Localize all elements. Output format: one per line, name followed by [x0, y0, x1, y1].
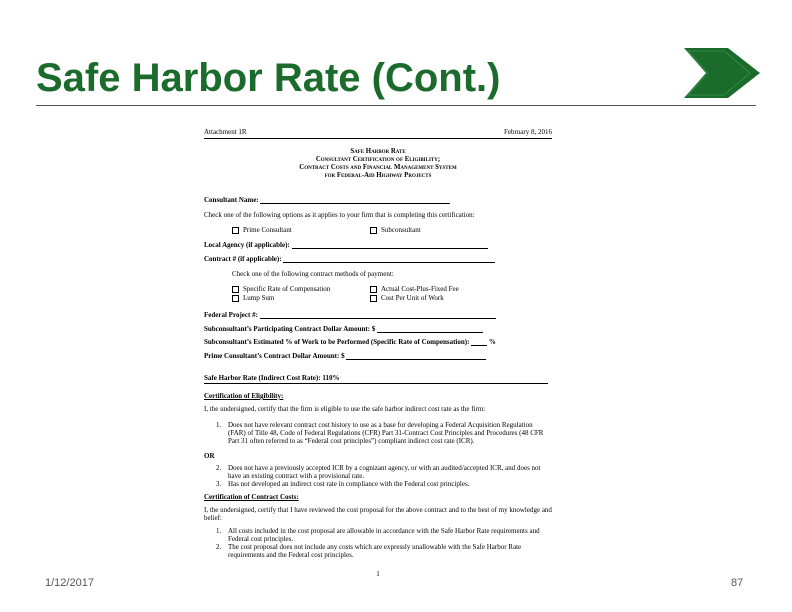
prime-dollar-label: Prime Consultant’s Contract Dollar Amount: $	[204, 352, 345, 360]
document-header	[204, 128, 552, 139]
contract-number-label: Contract # (if applicable):	[204, 255, 282, 263]
federal-project-label: Federal Project #:	[204, 311, 258, 319]
consultant-name-label: Consultant Name:	[204, 196, 259, 204]
contract-number-row	[204, 255, 495, 263]
document-title-line: for Federal-Aid Highway Projects	[324, 172, 432, 180]
contract-costs-heading: Certification of Contract Costs:	[204, 493, 299, 501]
item-text: All costs included in the cost proposal are allowable in accordance with the Safe Harbor Rate requirements and Federal cost principles.	[228, 527, 540, 544]
item-text: Has not developed an indirect cost rate in compliance with the Federal cost principles.	[228, 480, 470, 488]
item-text: The cost proposal does not include any costs which are expressly unallowable with the Safe Harbor Rate requirements and the Federal cost principles.	[228, 543, 522, 560]
payment-option-label: Cost Per Unit of Work	[381, 294, 444, 302]
payment-option-label: Actual Cost-Plus-Fixed Fee	[381, 285, 459, 293]
contract-costs-intro: I, the undersigned, certify that I have reviewed the cost proposal for the above contract and to the best of my knowledge and belief:	[204, 506, 552, 523]
prime-consultant-checkbox[interactable]	[232, 227, 239, 234]
check-options-label: Check one of the following options as it applies to your firm that is completing this certification:	[204, 211, 475, 219]
section-divider	[204, 383, 548, 384]
local-agency-row	[204, 241, 488, 249]
subconsultant-label: Subconsultant	[381, 226, 421, 234]
payment-checkbox[interactable]	[370, 286, 377, 293]
item-text: Does not have a previously accepted ICR by a cognizant agency, or with an audited/accepted ICR, and does not have an existing contract with a provisional rate.	[228, 464, 541, 481]
attachment-document	[198, 124, 558, 584]
sub-percent-label: Subconsultant’s Estimated % of Work to be Performed (Specific Rate of Compensation):	[204, 338, 470, 346]
title-divider	[36, 105, 756, 106]
item-number: 2.	[216, 543, 222, 551]
payment-option[interactable]	[370, 294, 444, 302]
attachment-label: Attachment 1R	[204, 128, 247, 136]
federal-project-row	[204, 311, 496, 319]
or-label: OR	[204, 452, 215, 460]
contract-number-field[interactable]	[283, 262, 495, 263]
sub-percent-row	[204, 338, 496, 346]
eligibility-intro: I, the undersigned, certify that the firm is eligible to use the safe harbor indirect cost rate as the firm:	[204, 405, 486, 413]
payment-checkbox[interactable]	[232, 295, 239, 302]
sub-dollar-label: Subconsultant’s Participating Contract Dollar Amount: $	[204, 325, 376, 333]
sub-dollar-row	[204, 325, 483, 333]
consultant-name-field[interactable]	[260, 203, 450, 204]
slide-date: 1/12/2017	[45, 577, 94, 589]
document-title-line: Consultant Certification of Eligibility;	[315, 156, 441, 164]
subconsultant-option[interactable]	[370, 226, 421, 234]
sub-percent-field[interactable]	[471, 345, 487, 346]
document-title	[198, 148, 558, 181]
item-number: 1.	[216, 527, 222, 535]
item-number: 2.	[216, 464, 222, 472]
local-agency-label: Local Agency (if applicable):	[204, 241, 290, 249]
item-number: 1.	[216, 421, 222, 429]
green-chevron-icon	[684, 48, 760, 98]
payment-option[interactable]	[232, 285, 330, 293]
prime-consultant-option[interactable]	[232, 226, 292, 234]
safe-harbor-rate-label: Safe Harbor Rate (Indirect Cost Rate): 110%	[204, 374, 340, 382]
slide-page-number: 87	[731, 577, 744, 589]
document-page-number: 1	[376, 570, 380, 578]
payment-option[interactable]	[370, 285, 459, 293]
subconsultant-checkbox[interactable]	[370, 227, 377, 234]
item-text: Does not have relevant contract cost history to use as a base for developing a Federal Acquisition Regulation (FAR) of Title 48, Code of Federal Regulations (CFR) Part 31-Contract Cost Principles and Procedures (48 CFR Part 31 often referred to as “Federal cost principles”) compliant indirect cost rate (ICR).	[228, 421, 544, 446]
local-agency-field[interactable]	[292, 248, 488, 249]
document-title-line: Contract Costs and Financial Management System	[299, 164, 457, 172]
prime-consultant-label: Prime Consultant	[243, 226, 292, 234]
payment-methods-label: Check one of the following contract methods of payment:	[232, 270, 394, 278]
prime-dollar-field[interactable]	[346, 359, 486, 360]
percent-sign: %	[488, 338, 496, 346]
payment-checkbox[interactable]	[370, 295, 377, 302]
document-title-line: Safe Harbor Rate	[350, 148, 406, 155]
sub-dollar-field[interactable]	[377, 332, 483, 333]
consultant-name-row	[204, 196, 450, 204]
federal-project-field[interactable]	[260, 318, 496, 319]
payment-option-label: Lump Sum	[243, 294, 275, 302]
prime-dollar-row	[204, 352, 486, 360]
slide-title: Safe Harbor Rate (Cont.)	[36, 56, 501, 100]
item-number: 3.	[216, 480, 222, 488]
eligibility-heading: Certification of Eligibility:	[204, 392, 284, 400]
document-date: February 8, 2016	[503, 128, 552, 136]
payment-option-label: Specific Rate of Compensation	[243, 285, 331, 293]
payment-option[interactable]	[232, 294, 274, 302]
payment-checkbox[interactable]	[232, 286, 239, 293]
